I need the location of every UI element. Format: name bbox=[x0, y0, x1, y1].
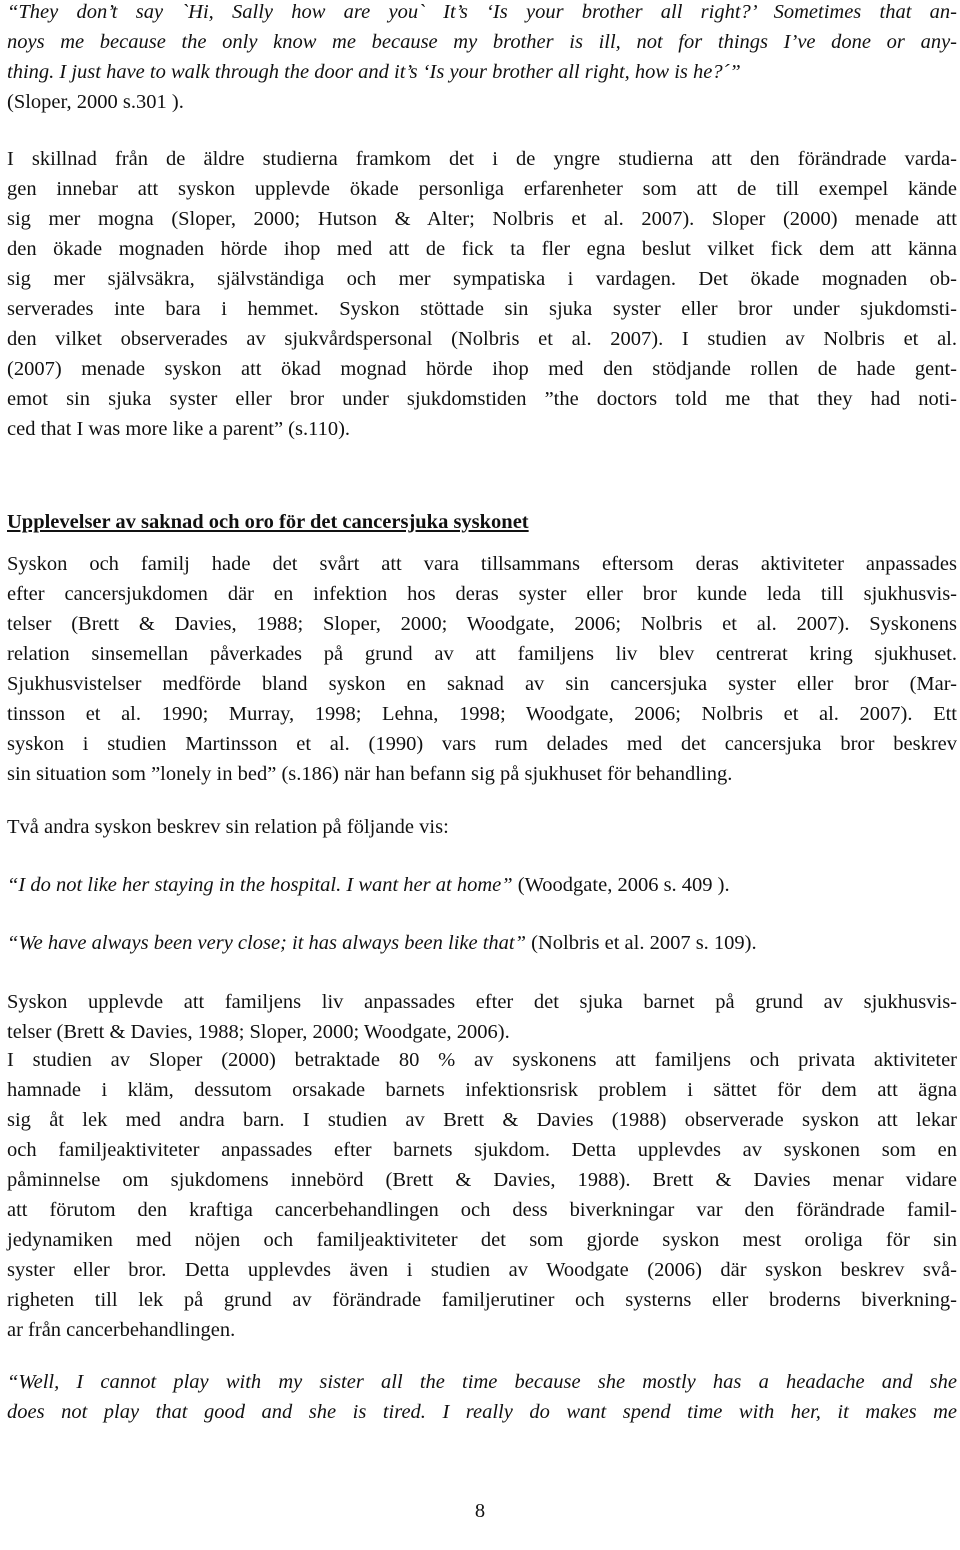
quote-line: does not play that good and she is tired. I really do want spend time with her, it makes me bbox=[7, 1401, 957, 1423]
paragraph-line: påminnelse om sjukdomens innebörd (Brett & Davies, 1988). Brett & Davies menar vidare bbox=[7, 1169, 957, 1191]
quote-line: thing. I just have to walk through the door and it’s ‘Is your brother all right, how is he?´” bbox=[7, 61, 741, 83]
quote-citation: (Woodgate, 2006 s. 409 ). bbox=[512, 874, 730, 896]
quote-text: “We have always been very close; it has always been like that” bbox=[7, 932, 527, 954]
paragraph-line: ced that I was more like a parent” (s.110). bbox=[7, 418, 351, 440]
paragraph-separation bbox=[7, 549, 957, 789]
paragraph-line: och familjeaktiviteter anpassades efter barnets sjukdom. Detta upplevdes av syskonen som en bbox=[7, 1139, 957, 1161]
paragraph-line: Sjukhusvistelser medförde bland syskon en saknad av sin cancersjuka syster eller bror (Mar- bbox=[7, 673, 957, 695]
quote-citation: (Sloper, 2000 s.301 ). bbox=[7, 91, 184, 113]
paragraph-line: sin situation som ”lonely in bed” (s.186) när han befann sig på sjukhuset för behandling. bbox=[7, 763, 733, 785]
paragraph-line: sig åt lek med andra barn. I studien av Brett & Davies (1988) observerade syskon att lekar bbox=[7, 1109, 957, 1131]
paragraph-line: den ökade mognaden hörde ihop med att de fick ta fler egna beslut vilket fick dem att känna bbox=[7, 238, 957, 260]
paragraph-line: gen innebar att syskon upplevde ökade personliga erfarenheter som att de till exempel kände bbox=[7, 178, 957, 200]
block-quote-bottom bbox=[7, 1367, 957, 1427]
paragraph-line: sig mer självsäkra, självständiga och mer sympatiska i vardagen. Det ökade mognaden ob- bbox=[7, 268, 957, 290]
paragraph-sloper-activities bbox=[7, 1045, 957, 1345]
section-heading: Upplevelser av saknad och oro för det cancersjuka syskonet bbox=[7, 511, 529, 533]
paragraph-maturity bbox=[7, 144, 957, 444]
quote-line: noys me because the only know me because my brother is ill, not for things I’ve done or any- bbox=[7, 31, 957, 53]
paragraph-line: syster eller bror. Detta upplevdes även i studien av Woodgate (2006) där syskon beskrev svå- bbox=[7, 1259, 957, 1281]
paragraph-line: righeten till lek på grund av förändrade familjerutiner och systerns eller broderns biverkning- bbox=[7, 1289, 957, 1311]
paragraph-line: hamnade i kläm, dessutom orsakade barnets infektionsrisk problem i sättet för dem att ägna bbox=[7, 1079, 957, 1101]
paragraph-line: efter cancersjukdomen där en infektion hos deras syster eller bror kunde leda till sjukhusvis- bbox=[7, 583, 957, 605]
paragraph-line: telser (Brett & Davies, 1988; Sloper, 2000; Woodgate, 2006). bbox=[7, 1021, 510, 1043]
quote-citation: (Nolbris et al. 2007 s. 109). bbox=[526, 932, 757, 954]
paragraph-intro-quotes: Två andra syskon beskrev sin relation på följande vis: bbox=[7, 816, 449, 838]
paragraph-line: sig mer mogna (Sloper, 2000; Hutson & Alter; Nolbris et al. 2007). Sloper (2000) menade att bbox=[7, 208, 957, 230]
page-number: 8 bbox=[474, 1500, 486, 1522]
block-quote-nolbris bbox=[7, 928, 757, 958]
paragraph-line: att förutom den kraftiga cancerbehandlingen och dess biverkningar var den förändrade famil- bbox=[7, 1199, 957, 1221]
paragraph-line: telser (Brett & Davies, 1988; Sloper, 2000; Woodgate, 2006; Nolbris et al. 2007). Syskonens bbox=[7, 613, 957, 635]
quote-text: “I do not like her staying in the hospital. I want her at home” bbox=[7, 874, 513, 896]
paragraph-line: Syskon och familj hade det svårt att vara tillsammans eftersom deras aktiviteter anpassades bbox=[7, 553, 957, 575]
paragraph-line: jedynamiken med nöjen och familjeaktiviteter det som gjorde syskon mest oroliga för sin bbox=[7, 1229, 957, 1251]
paragraph-line: relation sinsemellan påverkades på grund av att familjens liv blev centrerat kring sjukhuset. bbox=[7, 643, 957, 665]
paragraph-line: tinsson et al. 1990; Murray, 1998; Lehna, 1998; Woodgate, 2006; Nolbris et al. 2007). Ett bbox=[7, 703, 957, 725]
block-quote-woodgate bbox=[7, 870, 730, 900]
paragraph-line: den vilket observerades av sjukvårdspersonal (Nolbris et al. 2007). I studien av Nolbris et al. bbox=[7, 328, 957, 350]
paragraph-line: Syskon upplevde att familjens liv anpassades efter det sjuka barnet på grund av sjukhusvis- bbox=[7, 991, 957, 1013]
paragraph-line: emot sin sjuka syster eller bror under sjukdomstiden ”the doctors told me that they had noti- bbox=[7, 388, 957, 410]
quote-line: “They don’t say `Hi, Sally how are you` It’s ‘Is your brother all right?’ Sometimes that an- bbox=[7, 1, 957, 23]
paragraph-line: serverades inte bara i hemmet. Syskon stöttade sin sjuka syster eller bror under sjukdomsti- bbox=[7, 298, 957, 320]
block-quote-top bbox=[7, 0, 957, 117]
paragraph-line: I skillnad från de äldre studierna framkom det i de yngre studierna att den förändrade varda- bbox=[7, 148, 957, 170]
paragraph-line: ar från cancerbehandlingen. bbox=[7, 1319, 236, 1341]
paragraph-line: syskon i studien Martinsson et al. (1990) vars rum delades med det cancersjuka bror beskrev bbox=[7, 733, 957, 755]
quote-line: “Well, I cannot play with my sister all the time because she mostly has a headache and she bbox=[7, 1371, 957, 1393]
paragraph-line: (2007) menade syskon att ökad mognad hörde ihop med den stödjande rollen de hade gent- bbox=[7, 358, 957, 380]
paragraph-line: I studien av Sloper (2000) betraktade 80 % av syskonens att familjens och privata aktiviteter bbox=[7, 1049, 957, 1071]
paragraph-family-adaptation bbox=[7, 987, 957, 1047]
